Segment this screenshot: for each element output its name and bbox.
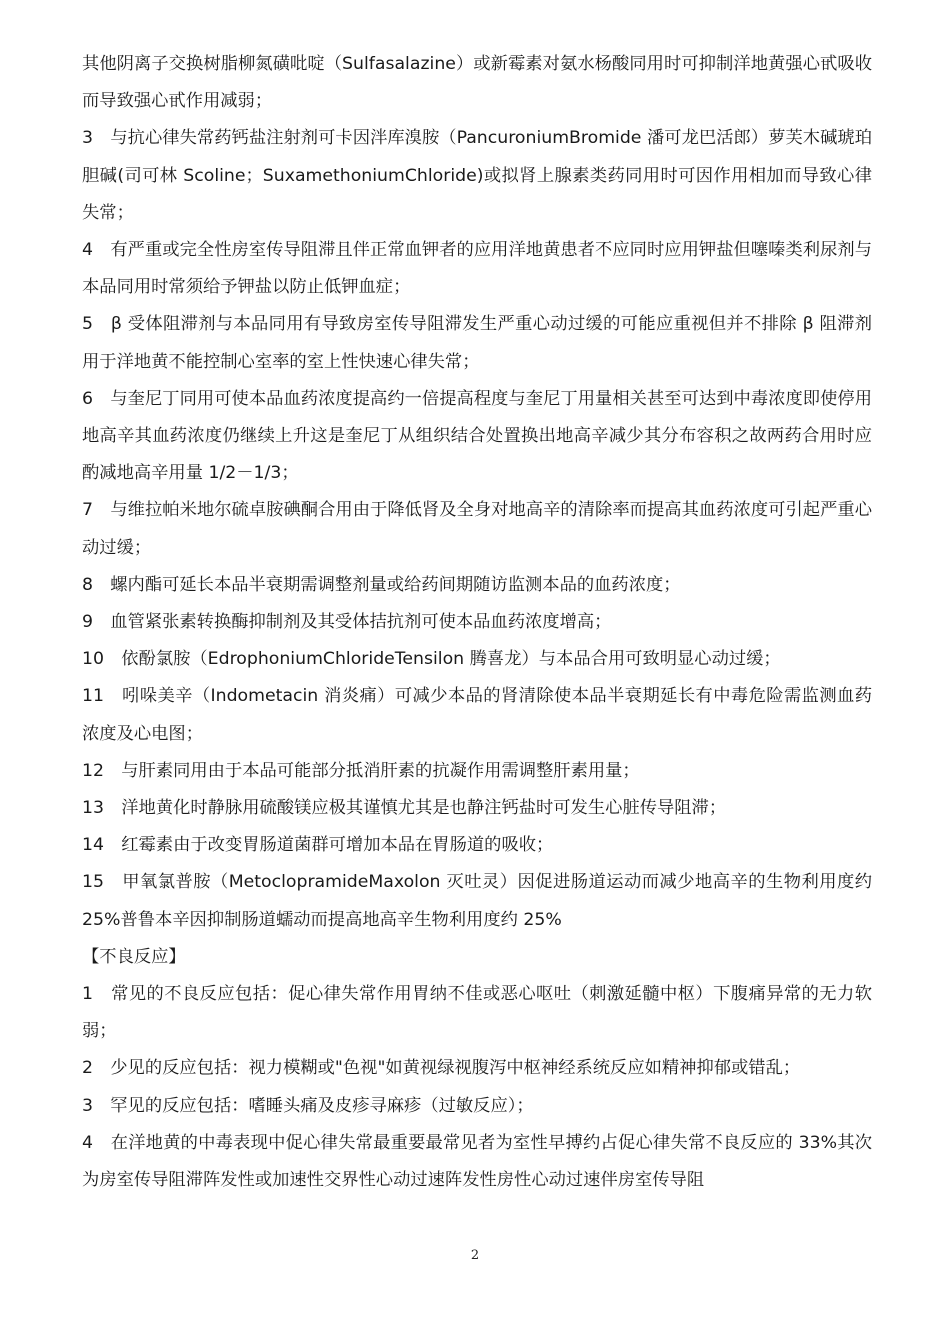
paragraph-item-15: 15 甲氧氯普胺（MetoclopramideMaxolon 灭吐灵）因促进肠道运动而减少地高辛的生物利用度约 25%普鲁本辛因抑制肠道蠕动而提高地高辛生物利用度约 25% [82, 872, 872, 930]
adverse-item-1: 1 常见的不良反应包括：促心律失常作用胃纳不佳或恶心呕吐（刺激延髓中枢）下腹痛异常的无力软弱； [82, 984, 872, 1042]
paragraph-item-12: 12 与肝素同用由于本品可能部分抵消肝素的抗凝作用需调整肝素用量； [82, 760, 640, 781]
adverse-item-2: 2 少见的反应包括：视力模糊或"色视"如黄视绿视腹泻中枢神经系统反应如精神抑郁或错乱； [82, 1058, 801, 1079]
document-body [82, 46, 872, 1199]
paragraph-item-9: 9 血管紧张素转换酶抑制剂及其受体拮抗剂可使本品血药浓度增高； [82, 612, 612, 633]
paragraph-item-14: 14 红霉素由于改变胃肠道菌群可增加本品在胃肠道的吸收； [82, 835, 554, 856]
adverse-item-3: 3 罕见的反应包括：嗜睡头痛及皮疹寻麻疹（过敏反应）； [82, 1095, 534, 1116]
paragraph-item-5: 5 β 受体阻滞剂与本品同用有导致房室传导阻滞发生严重心动过缓的可能应重视但并不排除 β 阻滞剂用于洋地黄不能控制心室率的室上性快速心律失常； [82, 314, 872, 372]
paragraph-item-4: 4 有严重或完全性房室传导阻滞且伴正常血钾者的应用洋地黄患者不应同时应用钾盐但噻嗪类利尿剂与本品同用时常须给予钾盐以防止低钾血症； [82, 240, 872, 298]
paragraph-item-13: 13 洋地黄化时静脉用硫酸镁应极其谨慎尤其是也静注钙盐时可发生心脏传导阻滞； [82, 798, 727, 819]
paragraph-item-11: 11 吲哚美辛（Indometacin 消炎痛）可减少本品的肾清除使本品半衰期延长有中毒危险需监测血药浓度及心电图； [82, 686, 872, 744]
page-number: 2 [470, 1248, 480, 1263]
adverse-item-4: 4 在洋地黄的中毒表现中促心律失常最重要最常见者为室性早搏约占促心律失常不良反应的 33%其次为房室传导阻滞阵发性或加速性交界性心动过速阵发性房性心动过速伴房室传导阻 [82, 1132, 872, 1191]
paragraph-item-8: 8 螺内酯可延长本品半衰期需调整剂量或给药间期随访监测本品的血药浓度； [82, 574, 681, 595]
paragraph-item-6: 6 与奎尼丁同用可使本品血药浓度提高约一倍提高程度与奎尼丁用量相关甚至可达到中毒浓度即使停用地高辛其血药浓度仍继续上升这是奎尼丁从组织结合处置换出地高辛减少其分布容积之故两药合用时应酌减地高辛用量 1/2－1/3； [82, 388, 872, 484]
paragraph-continuation: 其他阴离子交换树脂柳氮磺吡啶（Sulfasalazine）或新霉素对氨水杨酸同用时可抑制洋地黄强心甙吸收而导致强心甙作用减弱； [82, 54, 872, 112]
section-heading-adverse-reactions: 【不良反应】 [82, 946, 186, 967]
paragraph-item-7: 7 与维拉帕米地尔硫卓胺碘酮合用由于降低肾及全身对地高辛的清除率而提高其血药浓度可引起严重心动过缓； [82, 500, 872, 558]
paragraph-item-10: 10 依酚氯胺（EdrophoniumChlorideTensilon 腾喜龙）与本品合用可致明显心动过缓； [82, 649, 781, 670]
paragraph-item-3: 3 与抗心律失常药钙盐注射剂可卡因泮库溴胺（PancuroniumBromide 潘可龙巴活郎）萝芙木碱琥珀胆碱(司可林 Scoline；SuxamethoniumChloride)或拟肾上腺素类药同用时可因作用相加而导致心律失常； [82, 128, 872, 223]
